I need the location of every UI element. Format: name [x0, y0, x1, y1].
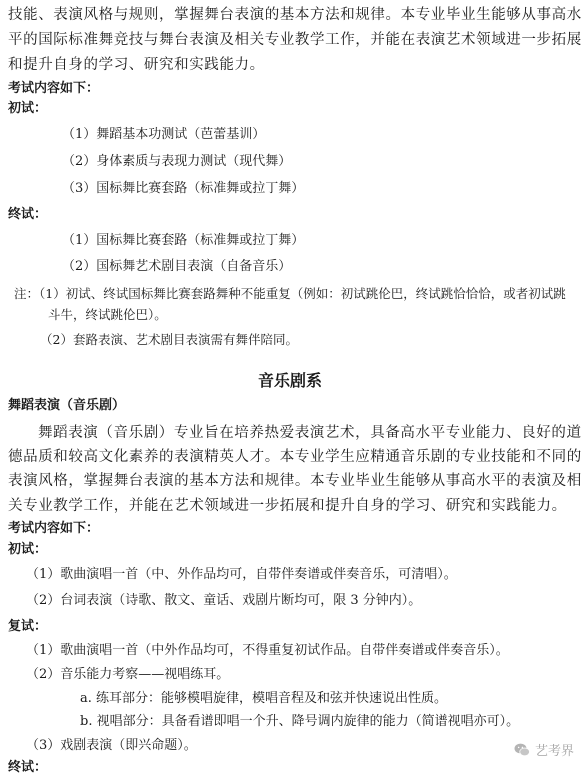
sub-list-item: a. 练耳部分：能够模唱旋律，模唱音程及和弦并快速说出性质。 — [80, 691, 448, 706]
paragraph-line: 和提升自身的学习、研究和实践能力。 — [8, 57, 265, 73]
list-item: （1）歌曲演唱一首（中外作品均可，不得重复初试作品。自带伴奏谱或伴奏音乐）。 — [26, 643, 509, 658]
major-subtitle: 舞蹈表演（音乐剧） — [8, 398, 126, 413]
paragraph-line: 舞蹈表演（音乐剧）专业旨在培养热爱表演艺术，具备高水平专业能力、良好的道 — [38, 425, 582, 441]
list-item: （1）舞蹈基本功测试（芭蕾基训） — [62, 127, 266, 142]
final-exam-header: 终试： — [8, 760, 48, 775]
list-item: （2）台词表演（诗歌、散文、童话、戏剧片断均可，限 3 分钟内）。 — [26, 593, 422, 608]
list-item: （2）身体素质与表现力测试（现代舞） — [62, 154, 292, 169]
initial-exam-header: 初试： — [8, 542, 48, 557]
wechat-icon — [513, 741, 531, 759]
second-exam-header: 复试： — [8, 619, 48, 634]
note-line: （2）套路表演、艺术剧目表演需有舞伴陪同。 — [40, 332, 298, 347]
section-title: 音乐剧系 — [257, 371, 322, 390]
list-item: （1）歌曲演唱一首（中、外作品均可，自带伴奏谱或伴奏音乐，可清唱）。 — [26, 567, 457, 582]
paragraph-line: 平的国际标准舞竞技与舞台表演及相关专业教学工作，并能在表演艺术领域进一步拓展 — [8, 32, 582, 48]
list-item: （2）音乐能力考察——视唱练耳。 — [26, 667, 230, 682]
watermark — [513, 740, 574, 759]
list-item: （2）国标舞艺术剧目表演（自备音乐） — [62, 259, 292, 274]
list-item: （3）国标舞比赛套路（标准舞或拉丁舞） — [62, 181, 305, 196]
paragraph-line: 技能、表演风格与规则，掌握舞台表演的基本方法和规律。本专业毕业生能够从事高水 — [8, 7, 582, 23]
list-item: （3）戏剧表演（即兴命题）。 — [26, 738, 197, 753]
paragraph-line: 表演风格，掌握舞台表演的基本方法和规律。本专业毕业生能够从事高水平的表演及相 — [8, 473, 582, 489]
exam-content-header: 考试内容如下： — [8, 81, 100, 96]
initial-exam-header: 初试： — [8, 101, 48, 116]
watermark-text: 艺考界 — [534, 744, 574, 759]
exam-content-header: 考试内容如下： — [8, 521, 100, 536]
paragraph-line: 关专业教学工作，并能在艺术领域进一步拓展和提升自身的学习、研究和实践能力。 — [8, 498, 567, 514]
list-item: （1）国标舞比赛套路（标准舞或拉丁舞） — [62, 233, 305, 248]
final-exam-header: 终试： — [8, 207, 48, 222]
sub-list-item: b. 视唱部分：具备看谱即唱一个升、降号调内旋律的能力（简谱视唱亦可）。 — [80, 714, 520, 729]
note-line: 注：（1）初试、终试国标舞比赛套路舞种不能重复（例如：初试跳伦巴，终试跳恰恰恰，或者初试跳 — [14, 286, 566, 301]
note-line: 斗牛，终试跳伦巴）。 — [48, 307, 167, 322]
paragraph-line: 德品质和较高文化素养的表演精英人才。本专业学生应精通音乐剧的专业技能和不同的 — [8, 449, 582, 465]
